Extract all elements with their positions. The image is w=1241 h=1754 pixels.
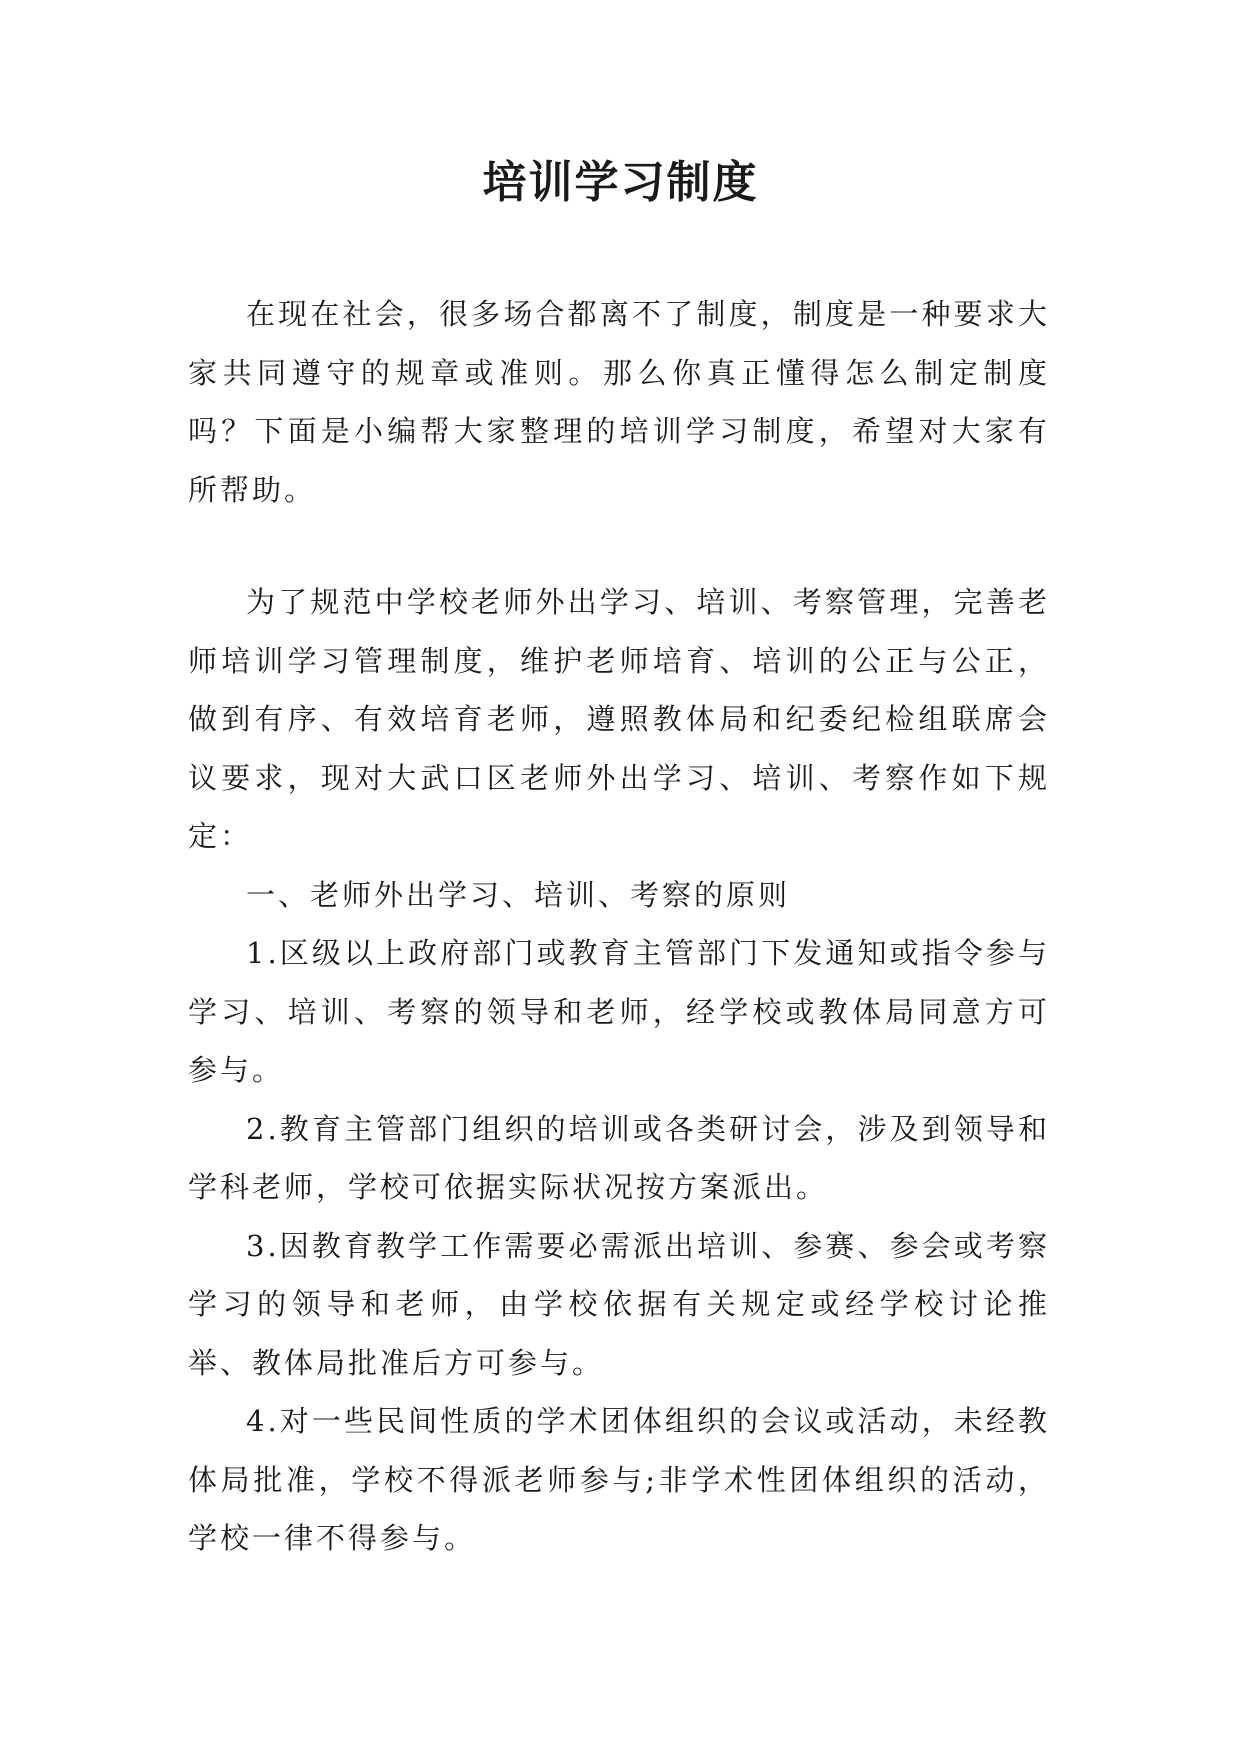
intro-paragraph: 在现在社会，很多场合都离不了制度，制度是一种要求大家共同遵守的规章或准则。那么你真正懂得怎么制定制度吗？下面是小编帮大家整理的培训学习制度，希望对大家有所帮助。 bbox=[188, 297, 1050, 507]
intro-section bbox=[188, 285, 1050, 519]
page-title: 培训学习制度 bbox=[482, 157, 759, 208]
preamble-paragraph: 为了规范中学校老师外出学习、培训、考察管理，完善老师培训学习管理制度，维护老师培育、培训的公正与公正，做到有序、有效培育老师，遵照教体局和纪委纪检组联席会议要求，现对大武口区老师外出学习、培训、考察作如下规定： bbox=[188, 585, 1050, 853]
regulation-section bbox=[188, 573, 1050, 1568]
rule-item-1: 1.区级以上政府部门或教育主管部门下发通知或指令参与学习、培训、考察的领导和老师，经学校或教体局同意方可参与。 bbox=[188, 936, 1050, 1087]
section-heading: 一、老师外出学习、培训、考察的原则 bbox=[246, 877, 791, 912]
rule-item-4: 4.对一些民间性质的学术团体组织的会议或活动，未经教体局批准，学校不得派老师参与;非学术性团体组织的活动，学校一律不得参与。 bbox=[188, 1404, 1050, 1555]
rule-item-2: 2.教育主管部门组织的培训或各类研讨会，涉及到领导和学科老师，学校可依据实际状况按方案派出。 bbox=[188, 1111, 1050, 1204]
rule-item-3: 3.因教育教学工作需要必需派出培训、参赛、参会或考察学习的领导和老师，由学校依据有关规定或经学校讨论推举、教体局批准后方可参与。 bbox=[188, 1228, 1050, 1380]
